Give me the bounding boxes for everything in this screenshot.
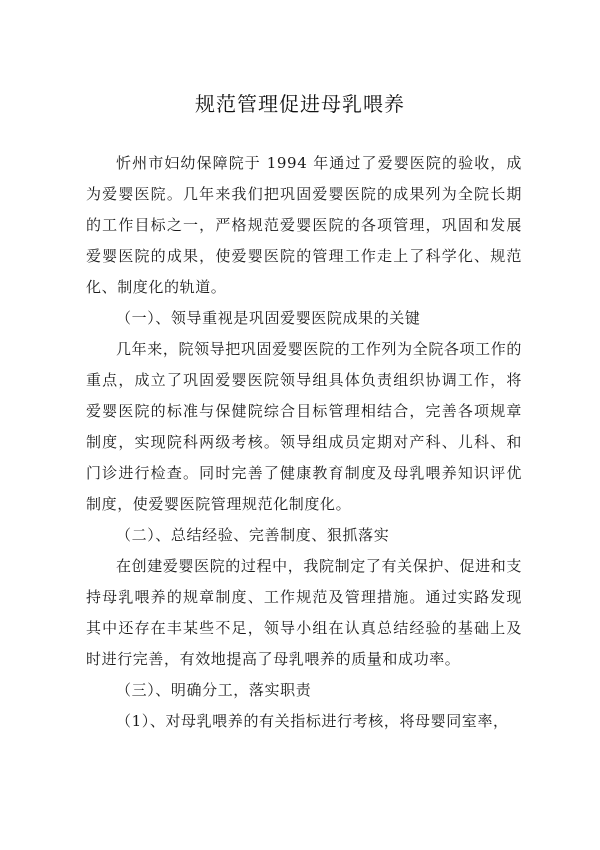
section-heading-2: （二）、总结经验、完善制度、狠抓落实 [116,526,390,544]
section-2-paragraph: 在创建爱婴医院的过程中，我院制定了有关保护、促进和支持母乳喂养的规章制度、工作规范及管理措施。通过实路发现其中还存在丰某些不足，领导小组在认真总结经验的基础上及时进行完善，有效地提高了母乳喂养的质量和成功率。 [86,557,522,668]
section-3-paragraph: （1）、对母乳喂养的有关指标进行考核，将母婴同室率， [116,712,509,730]
section-1-paragraph: 几年来，院领导把巩固爱婴医院的工作列为全院各项工作的重点，成立了巩固爱婴医院领导组具体负责组织协调工作，将爱婴医院的标准与保健院综合目标管理相结合，完善各项规章制度，实现院科两级考核。领导组成员定期对产科、儿科、和门诊进行检查。同时完善了健康教育制度及母乳喂养知识评优制度，使爱婴医院管理规范化制度化。 [86,340,522,513]
document-title: 规范管理促进母乳喂养 [195,92,405,116]
section-heading-3: （三）、明确分工，落实职责 [116,681,312,699]
document-body [86,148,522,737]
intro-paragraph: 忻州市妇幼保障院于 1994 年通过了爱婴医院的验收，成为爱婴医院。几年来我们把巩固爱婴医院的成果列为全院长期的工作目标之一，严格规范爱婴医院的各项管理，巩固和发展爱婴医院的成果，使爱婴医院的管理工作走上了科学化、规范化、制度化的轨道。 [86,154,522,296]
section-heading-1: （一）、领导重视是巩固爱婴医院成果的关键 [116,309,421,327]
